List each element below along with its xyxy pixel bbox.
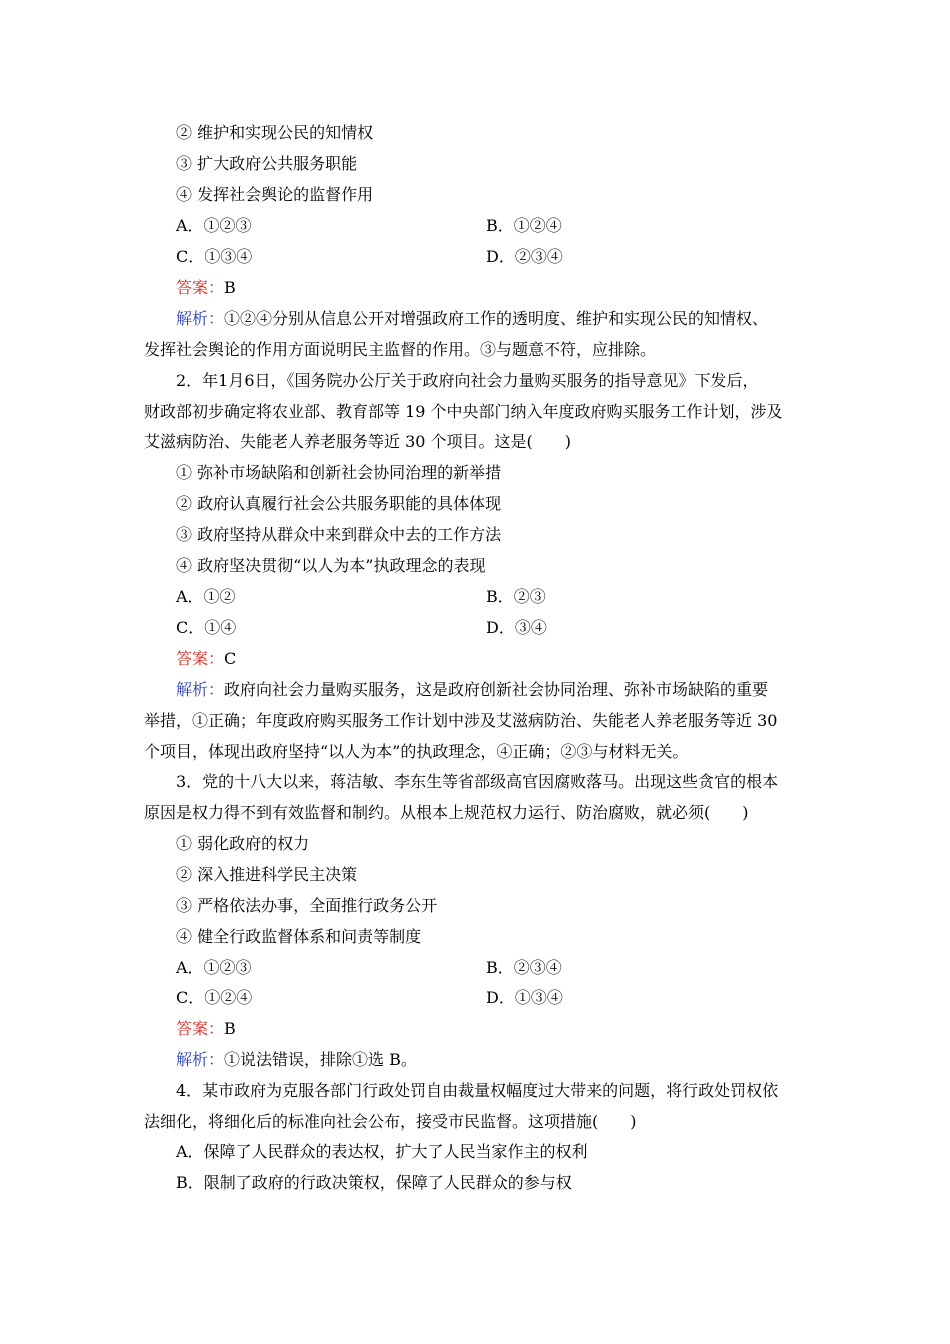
q4-stem-line-2: 法细化，将细化后的标准向社会公布，接受市民监督。这项措施( ) [144,1112,637,1131]
q2-option-3: ③ 政府坚持从群众中来到群众中去的工作方法 [176,525,502,544]
q3-option-3: ③ 严格依法办事，全面推行政务公开 [176,896,438,915]
q2-stem-line-3: 艾滋病防治、失能老人养老服务等近 30 个项目。这是( ) [144,432,572,451]
answer-value: C [224,649,237,668]
q1-option-3: ③ 扩大政府公共服务职能 [176,154,358,173]
q2-choice-c: C．①④ [176,618,237,637]
q2-answer [176,649,236,671]
q1-choice-d: D．②③④ [486,247,563,266]
q2-choice-a: A．①② [176,587,236,606]
q2-option-4: ④ 政府坚决贯彻“以人为本”执政理念的表现 [176,556,486,575]
q2-option-1: ① 弥补市场缺陷和创新社会协同治理的新举措 [176,463,502,482]
q2-option-2: ② 政府认真履行社会公共服务职能的具体体现 [176,494,502,513]
q1-choice-a: A．①②③ [176,216,252,235]
analysis-label: 解析： [176,1050,225,1069]
q3-choice-c: C．①②④ [176,988,253,1007]
q1-choice-b: B．①②④ [486,216,562,235]
q3-choice-b: B．②③④ [486,958,562,977]
q3-stem-line-1: 3．党的十八大以来，蒋洁敏、李东生等省部级高官因腐败落马。出现这些贪官的根本 [176,772,779,791]
q2-analysis-line-2: 举措，①正确；年度政府购买服务工作计划中涉及艾滋病防治、失能老人养老服务等近 30 [144,711,778,730]
answer-label: 答案： [176,278,225,297]
q3-choice-d: D．①③④ [486,988,563,1007]
q2-stem-line-2: 财政部初步确定将农业部、教育部等 19 个中央部门纳入年度政府购买服务工作计划，涉及 [144,402,783,421]
q3-choice-a: A．①②③ [176,958,252,977]
answer-value: B [224,1019,236,1038]
q3-stem-line-2: 原因是权力得不到有效监督和制约。从根本上规范权力运行、防治腐败，就必须( ) [144,803,749,822]
q1-option-4: ④ 发挥社会舆论的监督作用 [176,185,374,204]
q4-choice-b: B．限制了政府的行政决策权，保障了人民群众的参与权 [176,1173,572,1192]
q2-stem-line-1: 2．年1月6日，《国务院办公厅关于政府向社会力量购买服务的指导意见》下发后， [176,371,759,390]
q3-option-2: ② 深入推进科学民主决策 [176,865,358,884]
answer-value: B [224,278,236,297]
answer-label: 答案： [176,1019,225,1038]
q2-analysis-line-3: 个项目，体现出政府坚持“以人为本”的执政理念，④正确；②③与材料无关。 [144,742,689,761]
q3-option-1: ① 弱化政府的权力 [176,834,310,853]
q1-analysis-line-1: 解析：①②④分别从信息公开对增强政府工作的透明度、维护和实现公民的知情权、 [176,309,769,328]
q2-choice-d: D．③④ [486,618,547,637]
analysis-label: 解析： [176,680,225,699]
answer-label: 答案： [176,649,225,668]
q1-answer [176,278,236,300]
analysis-label: 解析： [176,309,225,328]
q2-analysis-line-1: 解析：政府向社会力量购买服务，这是政府创新社会协同治理、弥补市场缺陷的重要 [176,680,769,699]
q3-analysis-line-1: 解析：①说法错误，排除①选 B。 [176,1050,417,1069]
q1-option-2: ② 维护和实现公民的知情权 [176,123,374,142]
q4-choice-a: A．保障了人民群众的表达权，扩大了人民当家作主的权利 [176,1142,588,1161]
q4-stem-line-1: 4．某市政府为克服各部门行政处罚自由裁量权幅度过大带来的问题，将行政处罚权依 [176,1081,779,1100]
q2-choice-b: B．②③ [486,587,546,606]
q1-choice-c: C．①③④ [176,247,253,266]
q3-option-4: ④ 健全行政监督体系和问责等制度 [176,927,422,946]
q3-answer [176,1019,236,1041]
q1-analysis-line-2: 发挥社会舆论的作用方面说明民主监督的作用。③与题意不符，应排除。 [144,340,657,359]
